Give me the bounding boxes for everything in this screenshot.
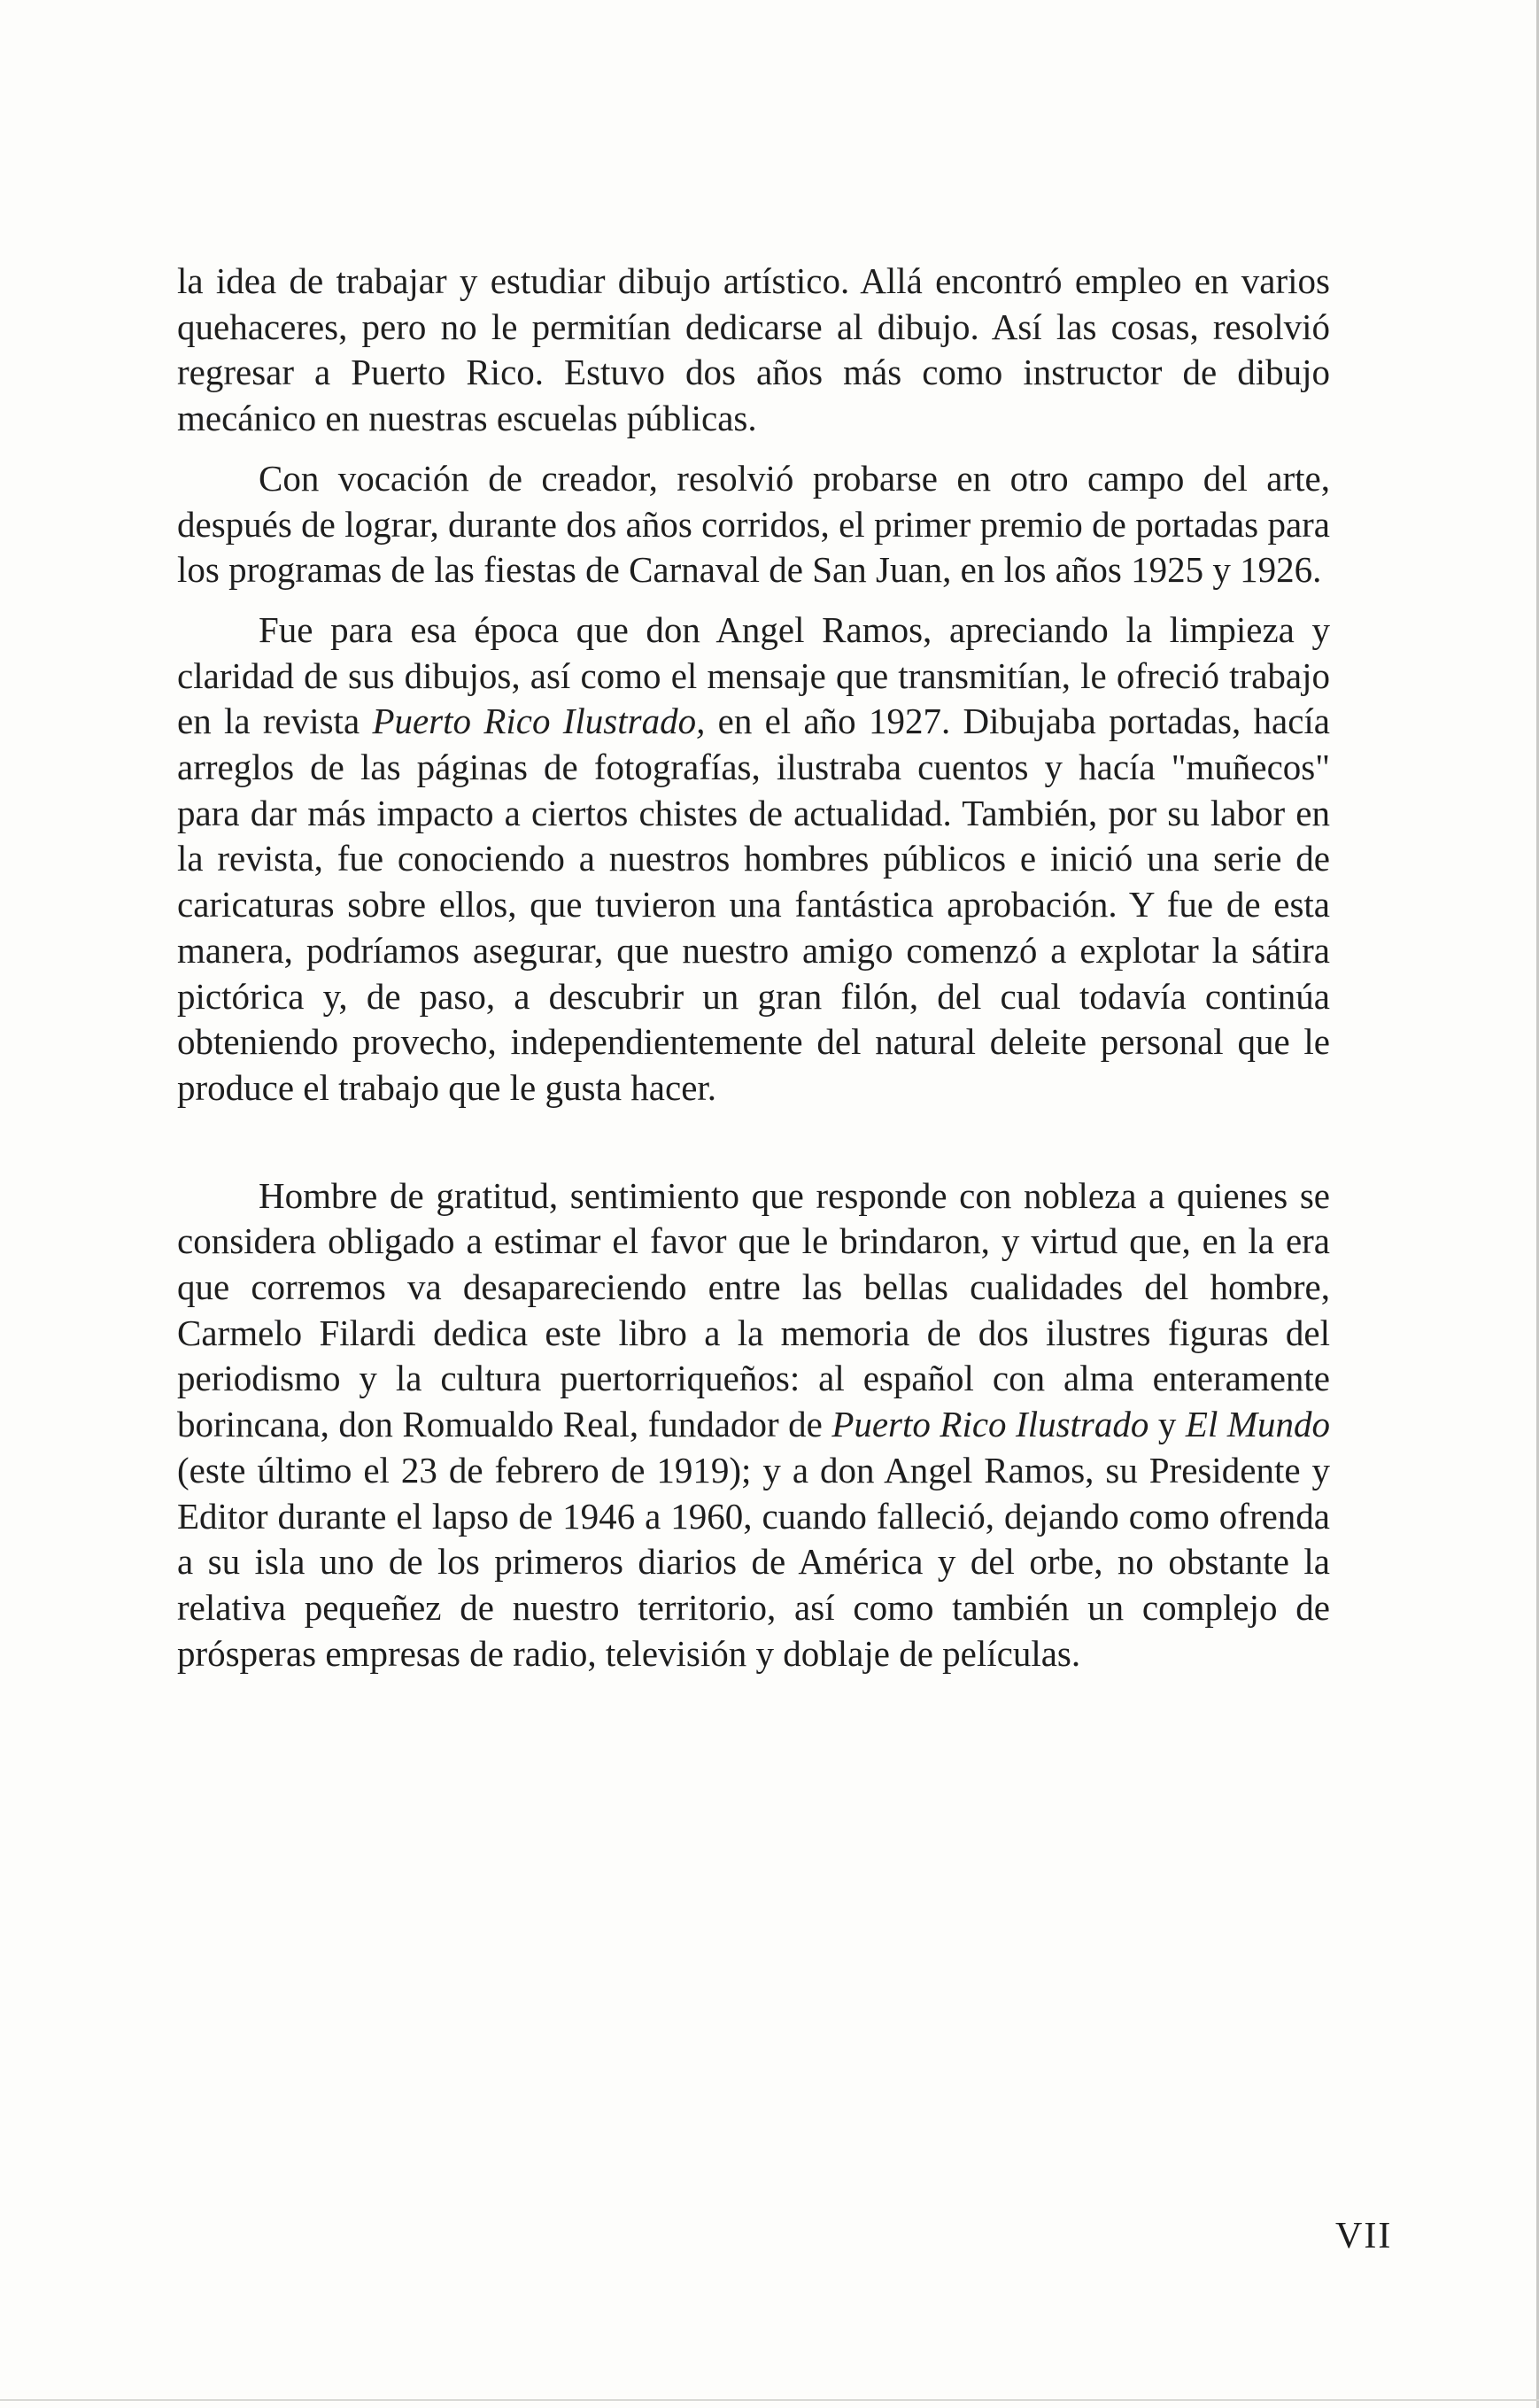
paragraph-3 [177,608,1330,1111]
paragraph-2-text: Con vocación de creador, resolvió probarse en otro campo del arte, después de lograr, durante dos años corridos, el primer premio de portadas para los programas de las fiestas de Carnaval de San Juan, en los años 1925 y 1926. [177,457,1330,591]
paragraph-4-text-a: Hombre de gratitud, sentimiento que responde con nobleza a quienes se considera obligado a estimar el favor que le brindaron, y virtud que, en la era que corremos va desapareciendo entre las bellas cualidades del hombre, Carmelo Filardi dedica este libro a la memoria de dos ilustres figuras del periodismo y la cultura puertorriqueños: al español con alma enteramente borincana, don Romualdo Real, fundador de [177,1174,1330,1445]
paragraph-2 [177,456,1330,593]
paragraph-1-text: la idea de trabajar y estudiar dibujo artístico. Allá encontró empleo en varios quehaceres, pero no le permitían dedicarse al dibujo. Así las cosas, resolvió regresar a Puerto Rico. Estuvo dos años más como instructor de dibujo mecánico en nuestras escuelas públicas. [177,260,1330,439]
paragraph-4-title-italic-2: El Mundo [1185,1404,1330,1445]
paragraph-4-text-c: (este último el 23 de febrero de 1919); y a don Angel Ramos, su Presidente y Editor durante el lapso de 1946 a 1960, cuando falleció, dejando como ofrenda a su isla uno de los primeros diarios de América y del orbe, no obstante la relativa pequeñez de nuestro territorio, así como también un complejo de prósperas empresas de radio, televisión y doblaje de películas. [177,1449,1330,1674]
page-number: VII [1335,2216,1393,2257]
paragraph-4 [177,1173,1330,1677]
paragraph-3-title-italic: Puerto Rico Ilustrado, [372,701,706,742]
paragraph-4-text-b: y [1148,1404,1186,1445]
body-text [177,259,1330,1676]
paragraph-3-text-b: en el año 1927. Dibujaba portadas, hacía arreglos de las páginas de fotografías, ilustraba cuentos y hacía "muñecos" para dar más impacto a ciertos chistes de actualidad. También, por su labor en la revista, fue conociendo a nuestros hombres públicos e inició una serie de caricaturas sobre ellos, que tuvieron una fantástica aprobación. Y fue de esta manera, podríamos asegurar, que nuestro amigo comenzó a explotar la sátira pictórica y, de paso, a descubrir un gran filón, del cual todavía continúa obteniendo provecho, independientemente del natural deleite personal que le produce el trabajo que le gusta hacer. [177,701,1330,1108]
page-edge-bottom [0,2399,1539,2401]
paragraph-3-text-a: Fue para esa época que don Angel Ramos, apreciando la limpieza y claridad de sus dibujos, así como el mensaje que transmitían, le ofreció trabajo en la revista [177,608,1330,742]
paragraph-1 [177,259,1330,442]
paragraph-4-title-italic-1: Puerto Rico Ilustrado [831,1404,1149,1445]
